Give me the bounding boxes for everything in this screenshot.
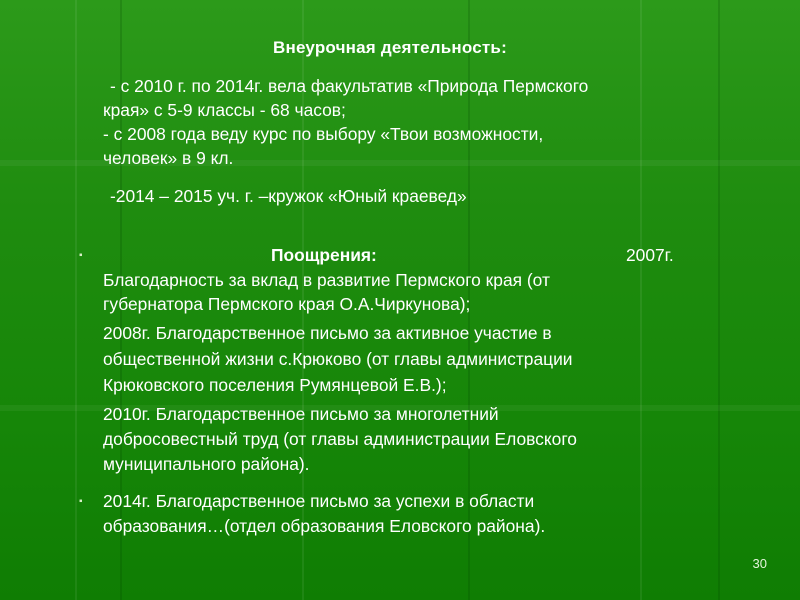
text-line: общественной жизни с.Крюково (от главы администрации — [103, 349, 573, 369]
text-line: 2014г. Благодарственное письмо за успехи в области — [103, 491, 535, 511]
text-line: края» с 5-9 классы - 68 часов; — [103, 100, 346, 120]
text-line: губернатора Пермского края О.А.Чиркунова); — [103, 294, 471, 314]
bullet-icon: ▪ — [79, 250, 83, 261]
text-line: 2010г. Благодарственное письмо за многолетний — [103, 404, 499, 424]
section-title-extracurricular: Внеурочная деятельность: — [273, 38, 507, 57]
award-year: 2007г. — [626, 245, 674, 265]
background-streak — [640, 0, 642, 600]
text-line: добросовестный труд (от главы администрации Еловского — [103, 429, 577, 449]
text-line: - с 2010 г. по 2014г. вела факультатив «Природа Пермского — [110, 76, 589, 96]
text-line: -2014 – 2015 уч. г. –кружок «Юный краевед» — [110, 186, 467, 206]
background-streak — [718, 0, 720, 600]
text-line: образования…(отдел образования Еловского района). — [103, 516, 546, 536]
text-line: - с 2008 года веду курс по выбору «Твои возможности, — [103, 124, 544, 144]
text-line: 2008г. Благодарственное письмо за активное участие в — [103, 323, 552, 343]
page-number: 30 — [752, 556, 767, 571]
text-line: муниципального района). — [103, 454, 310, 474]
bullet-icon: ▪ — [79, 496, 83, 507]
text-line: Благодарность за вклад в развитие Пермского края (от — [103, 270, 550, 290]
text-line: человек» в 9 кл. — [103, 148, 234, 168]
text-line: Крюковского поселения Румянцевой Е.В.); — [103, 375, 447, 395]
background-streak — [75, 0, 77, 600]
section-title-awards: Поощрения: — [271, 245, 377, 265]
